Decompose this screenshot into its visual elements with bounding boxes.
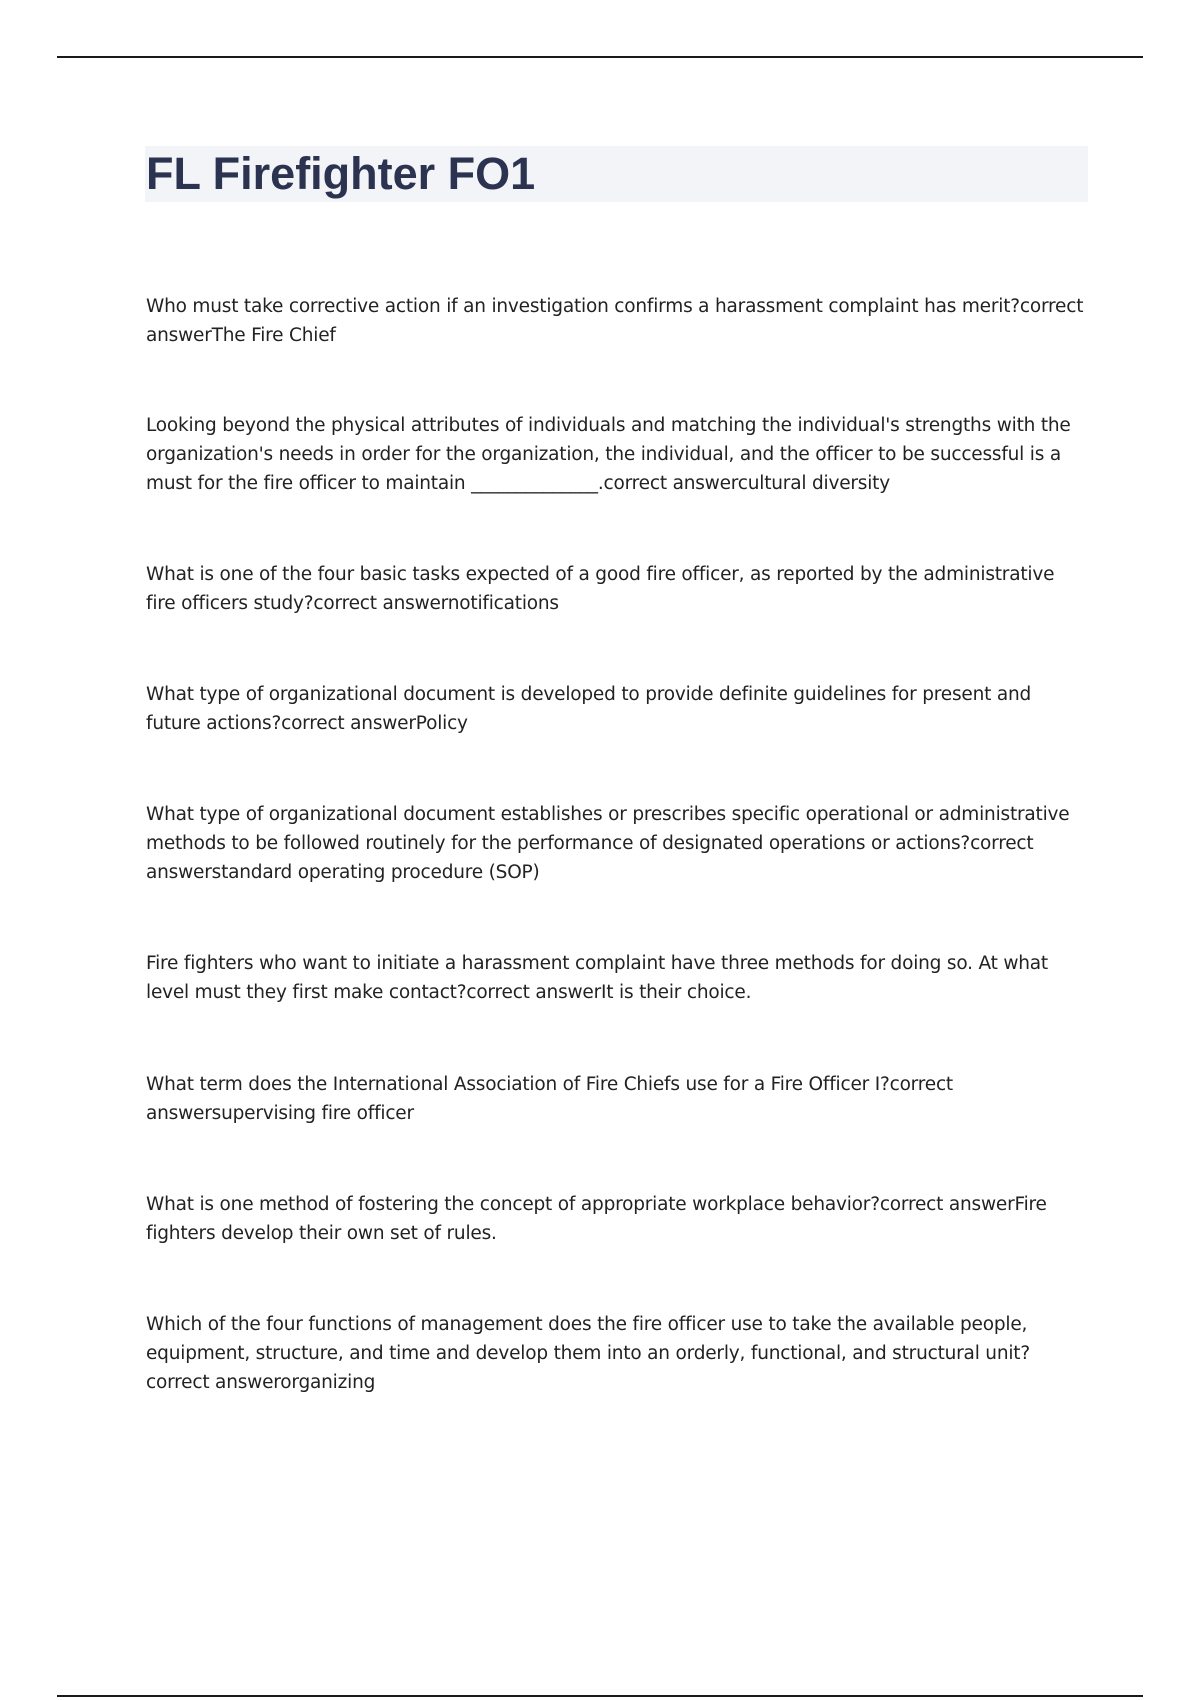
question-text: What is one of the four basic tasks expected of a good fire officer, as reported by the administrative fire officers study? (146, 564, 1055, 614)
question-text: What type of organizational document is developed to provide definite guidelines for present and future actions? (146, 684, 1032, 734)
answer-separator: correct answer (146, 1372, 281, 1393)
answer-separator: correct answer (313, 593, 448, 614)
qa-item (146, 800, 1086, 887)
answer-text: It is their choice. (601, 982, 752, 1003)
answer-text: standard operating procedure (SOP) (211, 862, 540, 883)
question-text: Looking beyond the physical attributes of individuals and matching the individual's strengths with the organization's needs in order for the organization, the individual, and the officer to be successful is a must for the fire officer to maintain ______________. (146, 415, 1071, 494)
question-text: What type of organizational document establishes or prescribes specific operational or administrative methods to be followed routinely for the performance of designated operations or actions? (146, 804, 1070, 854)
page-title: FL Firefighter FO1 (146, 148, 536, 199)
qa-item (146, 560, 1086, 618)
question-text: What is one method of fostering the concept of appropriate workplace behavior? (146, 1194, 880, 1215)
answer-text: Policy (415, 713, 468, 734)
qa-item (146, 411, 1086, 498)
qa-item (146, 1190, 1086, 1248)
qa-item (146, 949, 1086, 1007)
question-text: Which of the four functions of management does the fire officer use to take the available people, equipment, structure, and time and develop them into an orderly, functional, and structural unit? (146, 1314, 1030, 1364)
qa-item (146, 1310, 1086, 1397)
answer-separator: correct answer (146, 833, 1034, 883)
bottom-rule (57, 1695, 1143, 1697)
question-text: Fire fighters who want to initiate a harassment complaint have three methods for doing so. At what level must they first make contact? (146, 953, 1048, 1003)
answer-text: The Fire Chief (211, 325, 336, 346)
answer-text: notifications (447, 593, 559, 614)
answer-text: supervising fire officer (211, 1103, 414, 1124)
answer-separator: correct answer (146, 1074, 953, 1124)
answer-separator: correct answer (466, 982, 602, 1003)
answer-text: cultural diversity (737, 473, 890, 494)
answer-separator: correct answer (603, 473, 738, 494)
qa-item (146, 1070, 1086, 1128)
answer-separator: correct answer (281, 713, 416, 734)
answer-text: Fire fighters develop their own set of rules. (146, 1194, 1047, 1244)
question-text: Who must take corrective action if an investigation confirms a harassment complaint has merit? (146, 296, 1020, 317)
qa-item (146, 680, 1086, 738)
qa-item (146, 292, 1086, 350)
top-rule (57, 56, 1143, 58)
answer-separator: correct answer (879, 1194, 1015, 1215)
answer-text: organizing (280, 1372, 376, 1393)
answer-separator: correct answer (146, 296, 1084, 346)
question-text: What term does the International Association of Fire Chiefs use for a Fire Officer I? (146, 1074, 890, 1095)
